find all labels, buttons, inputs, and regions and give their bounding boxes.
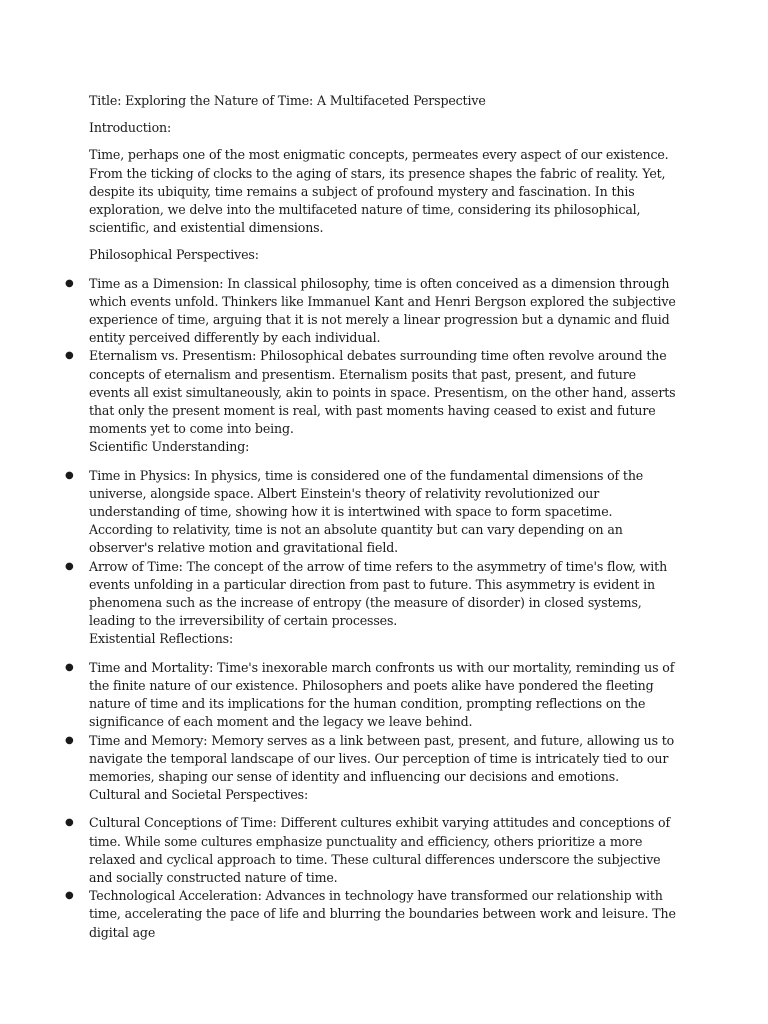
bullet-list-existential: [65, 659, 677, 786]
introduction-heading: Introduction:: [89, 120, 172, 136]
bullet-icon: ●: [65, 350, 74, 362]
list-item-text: Eternalism vs. Presentism: Philosophical debates surrounding time often revolve around the concepts of eternalism and presentism. Eternalism posits that past, present, and future events all exist simultaneously, akin to points in space. Presentism, on the other hand, asserts that only the present moment is real, with past moments having ceased to exist and future moments yet to come into being.: [89, 348, 676, 437]
list-item-text: Arrow of Time: The concept of the arrow of time refers to the asymmetry of time's flow, with events unfolding in a particular direction from past to future. This asymmetry is evident in phenomena such as the increase of entropy (the measure of disorder) in closed systems, leading to the irreversibility of certain processes.: [89, 558, 668, 629]
list-item: [65, 659, 677, 732]
list-item-text: Time and Mortality: Time's inexorable march confronts us with our mortality, reminding us of the finite nature of our existence. Philosophers and poets alike have pondered the fleeting nature of time and its implications for the human condition, prompting reflections on the significance of each moment and the legacy we leave behind.: [89, 659, 675, 730]
document-title: Title: Exploring the Nature of Time: A Multifaceted Perspective: [89, 93, 486, 108]
bullet-list-scientific: [65, 467, 677, 631]
list-item-text: Cultural Conceptions of Time: Different cultures exhibit varying attitudes and conceptions of time. While some cultures emphasize punctuality and efficiency, others prioritize a more relaxed and cyclical approach to time. These cultural differences underscore the subjective and socially constructed nature of time.: [89, 815, 670, 885]
list-item: [65, 558, 677, 631]
section-heading-existential: Existential Reflections:: [89, 631, 234, 647]
list-item-text: Time and Memory: Memory serves as a link between past, present, and future, allowing us to navigate the temporal landscape of our lives. Our perception of time is intricately tied to our memories, shaping our sense of identity and influencing our decisions and emotions.: [89, 732, 675, 784]
section-heading-philosophical: Philosophical Perspectives:: [89, 247, 259, 263]
bullet-icon: ●: [65, 560, 74, 572]
bullet-list-philosophical: [65, 275, 677, 439]
introduction-paragraph: Time, perhaps one of the most enigmatic concepts, permeates every aspect of our existence. From the ticking of clocks to the aging of stars, its presence shapes the fabric of reality. Yet, despite its ubiquity, time remains a subject of profound mystery and fascination. In this exploration, we delve into the multifaceted nature of time, considering its philosophical, scientific, and existential dimensions.: [89, 147, 669, 236]
bullet-icon: ●: [65, 469, 74, 481]
list-item: [65, 887, 677, 942]
bullet-icon: ●: [65, 661, 74, 673]
list-item: [65, 467, 677, 558]
list-item: [65, 275, 677, 348]
bullet-icon: ●: [65, 277, 74, 289]
list-item-text: Time as a Dimension: In classical philosophy, time is often conceived as a dimension through which events unfold. Thinkers like Immanuel Kant and Henri Bergson explored the subjective experience of time, arguing that it is not merely a linear progression but a dynamic and fluid entity perceived differently by each individual.: [89, 275, 676, 346]
bullet-icon: ●: [65, 817, 74, 829]
list-item: [65, 732, 677, 787]
section-heading-scientific: Scientific Understanding:: [89, 439, 250, 455]
document-page: [65, 92, 677, 942]
list-item: [65, 347, 677, 438]
bullet-icon: ●: [65, 734, 74, 746]
bullet-list-cultural: [65, 814, 677, 941]
section-heading-cultural: Cultural and Societal Perspectives:: [89, 787, 309, 803]
list-item-text: Technological Acceleration: Advances in technology have transformed our relationship with time, accelerating the pace of life and blurring the boundaries between work and leisure. The digital age: [89, 888, 676, 940]
list-item: [65, 814, 677, 887]
bullet-icon: ●: [65, 890, 74, 902]
list-item-text: Time in Physics: In physics, time is considered one of the fundamental dimensions of the universe, alongside space. Albert Einstein's theory of relativity revolutionized our understanding of time, showing how it is intertwined with space to form spacetime. According to relativity, time is not an absolute quantity but can vary depending on an observer's relative motion and gravitational field.: [89, 467, 644, 556]
